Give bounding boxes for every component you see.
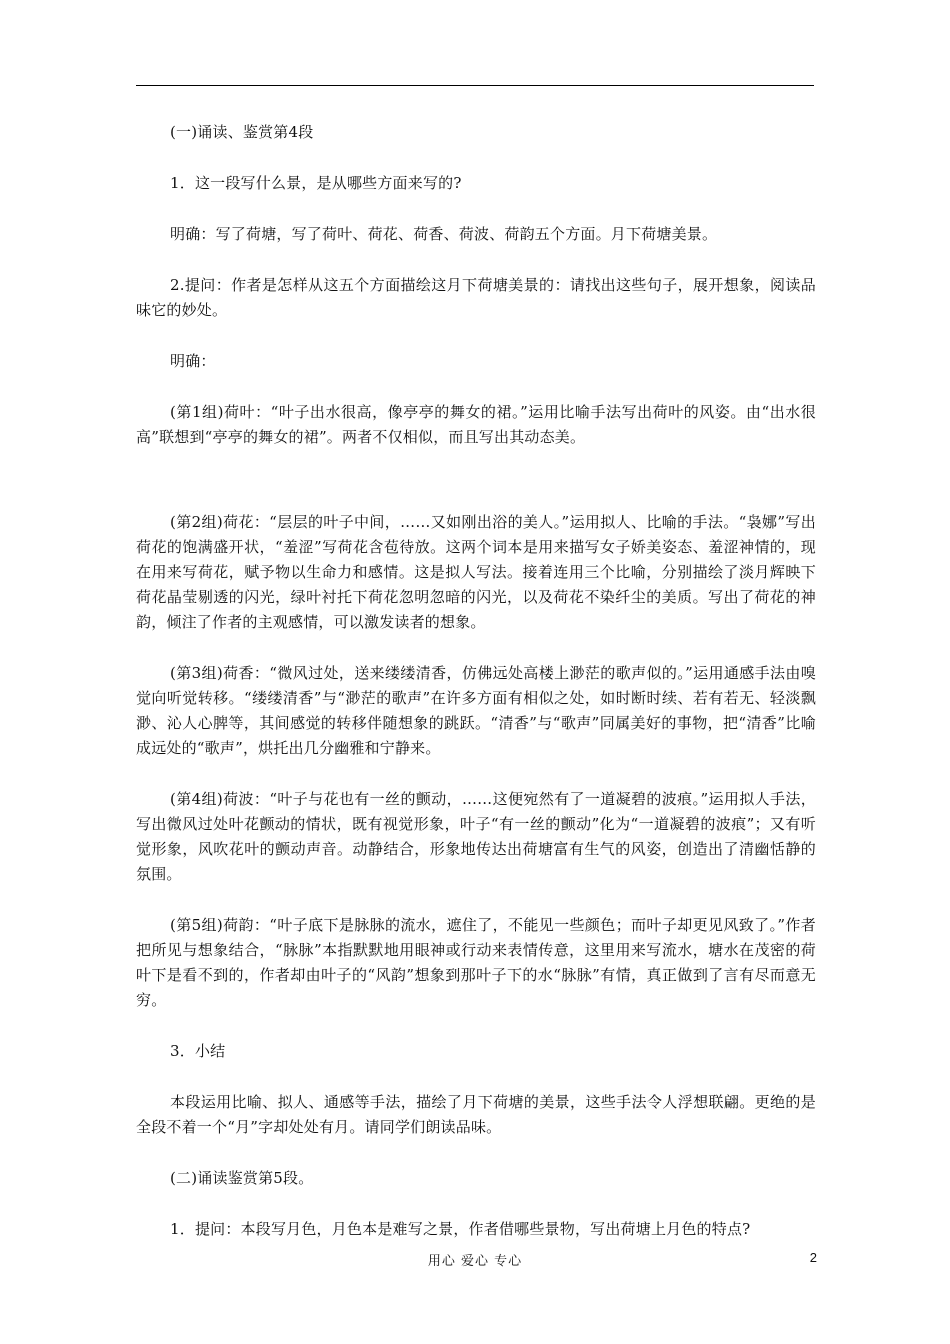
group-2-paragraph: (第2组)荷花：“层层的叶子中间，……又如刚出浴的美人。”运用拟人、比喻的手法。“袅娜”写出荷花的饱满盛开状，“羞涩”写荷花含苞待放。这两个词本是用来描写女子娇美姿态、羞涩神情的，现在用来写荷花，赋予物以生命力和感情。这是拟人写法。接着连用三个比喻，分别描绘了淡月辉映下荷花晶莹剔透的闪光，绿叶衬托下荷花忽明忽暗的闪光，以及荷花不染纤尘的美质。写出了荷花的神韵，倾注了作者的主观感情，可以激发读者的想象。 (136, 513, 816, 631)
group-5-paragraph: (第5组)荷韵：“叶子底下是脉脉的流水，遮住了，不能见一些颜色；而叶子却更见风致了。”作者把所见与想象结合，“脉脉”本指默默地用眼神或行动来表情传意，这里用来写流水，塘水在茂密的荷叶下是看不到的，作者却由叶子的“风韵”想象到那叶子下的水“脉脉”有情，真正做到了言有尽而意无穷。 (136, 916, 816, 1009)
summary-paragraph: 本段运用比喻、拟人、通感等手法，描绘了月下荷塘的美景，这些手法令人浮想联翩。更绝的是全段不着一个“月”字却处处有月。请同学们朗读品味。 (136, 1093, 816, 1136)
group-1-paragraph: (第1组)荷叶：“叶子出水很高，像亭亭的舞女的裙。”运用比喻手法写出荷叶的风姿。由“出水很高”联想到“亭亭的舞女的裙”。两者不仅相似，而且写出其动态美。 (136, 403, 816, 446)
footer-slogan: 用心 爱心 专心 (427, 1254, 523, 1269)
answer-label: 明确： (170, 352, 216, 370)
document-body (136, 120, 816, 1268)
header-rule (136, 85, 814, 86)
group-3-paragraph: (第3组)荷香：“微风过处，送来缕缕清香，仿佛远处高楼上渺茫的歌声似的。”运用通感手法由嗅觉向听觉转移。“缕缕清香”与“渺茫的歌声”在许多方面有相似之处，如时断时续、若有若无、轻淡飘渺、沁人心脾等，其间感觉的转移伴随想象的跳跃。“清香”与“歌声”同属美好的事物，把“清香”比喻成远处的“歌声”，烘托出几分幽雅和宁静来。 (136, 664, 816, 757)
section-heading-1: (一)诵读、鉴赏第4段 (170, 123, 314, 141)
page-footer (0, 1250, 950, 1270)
group-4-paragraph: (第4组)荷波：“叶子与花也有一丝的颤动，……这便宛然有了一道凝碧的波痕。”运用拟人手法，写出微风过处叶花颤动的情状，既有视觉形象，叶子“有一丝的颤动”化为“一道凝碧的波痕”；又有听觉形象，风吹花叶的颤动声音。动静结合，形象地传达出荷塘富有生气的风姿，创造出了清幽恬静的氛围。 (136, 790, 816, 883)
summary-heading: 3．小结 (170, 1042, 226, 1060)
question-2: 2.提问：作者是怎样从这五个方面描绘这月下荷塘美景的：请找出这些句子，展开想象，阅读品味它的妙处。 (136, 276, 816, 319)
page-number: 2 (809, 1250, 817, 1265)
answer-1: 明确：写了荷塘，写了荷叶、荷花、荷香、荷波、荷韵五个方面。月下荷塘美景。 (170, 225, 718, 243)
question-1: 1．这一段写什么景，是从哪些方面来写的? (170, 174, 462, 192)
section-heading-2: (二)诵读鉴赏第5段。 (170, 1169, 314, 1187)
question-3: 1．提问：本段写月色，月色本是难写之景，作者借哪些景物，写出荷塘上月色的特点? (170, 1220, 751, 1238)
